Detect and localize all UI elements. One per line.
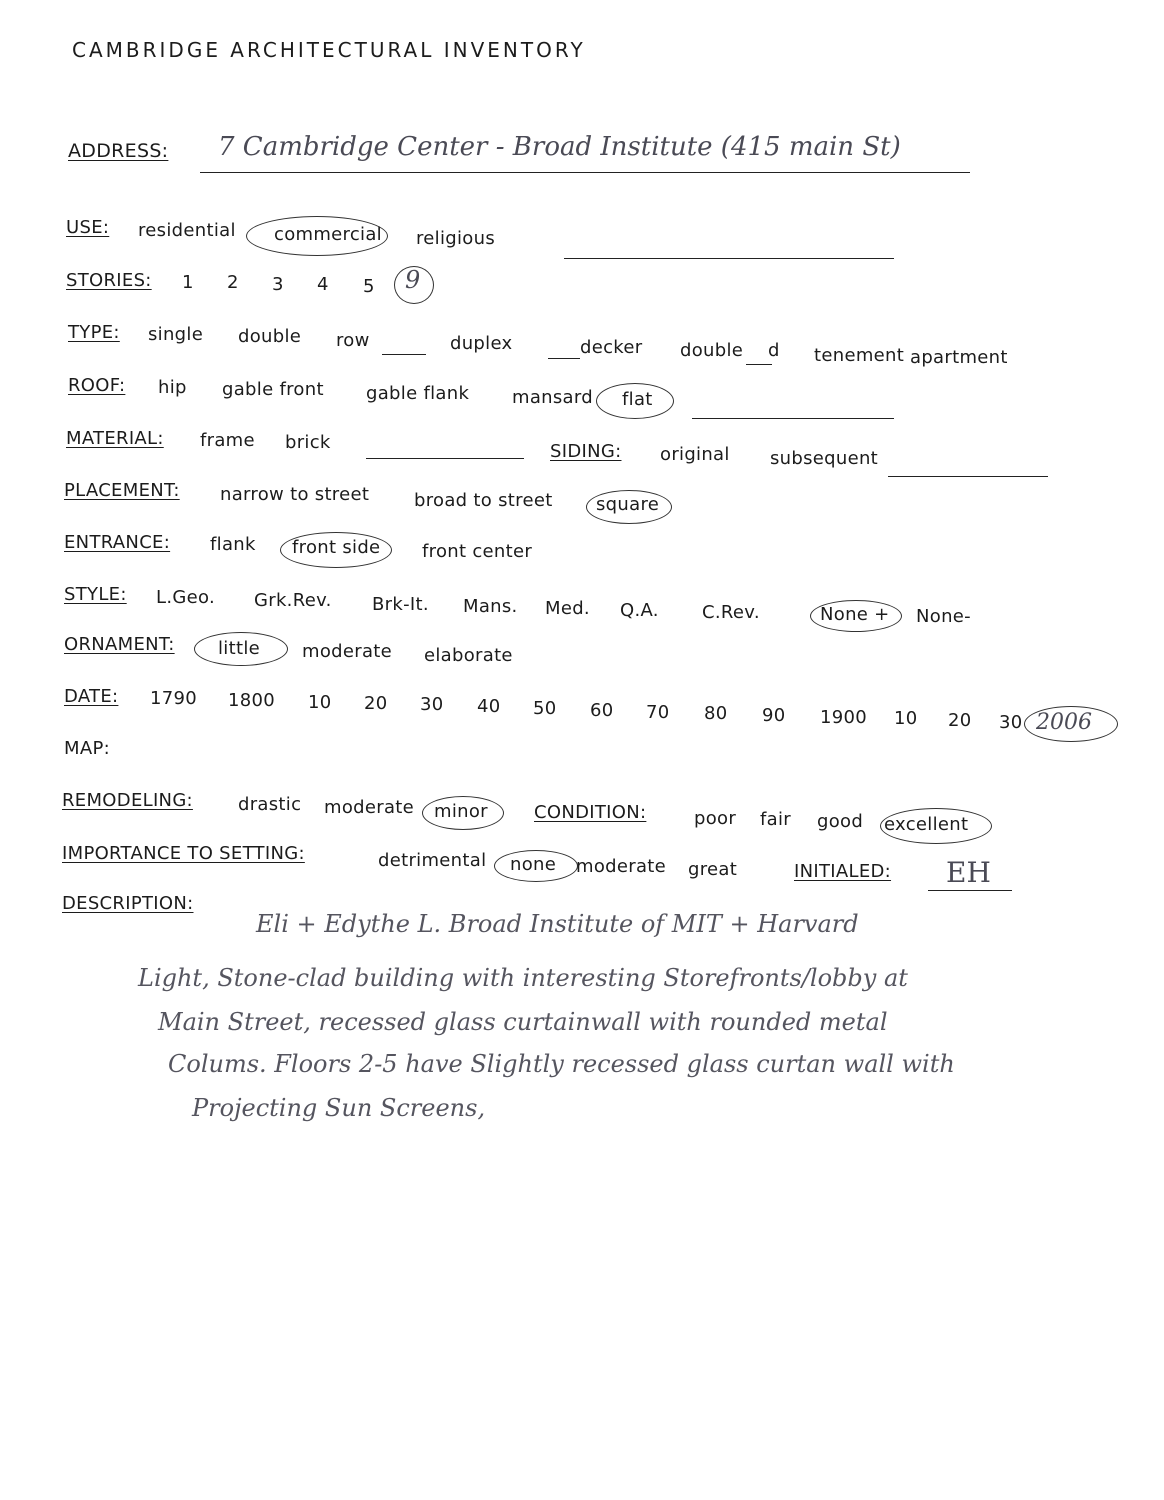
type-decker-line	[548, 358, 580, 359]
date-option: 20	[948, 710, 972, 731]
date-option: 1790	[150, 688, 198, 709]
use-option-residential: residential	[138, 220, 236, 241]
stories-option: 4	[317, 274, 329, 295]
type-option-tenement: tenement	[814, 345, 905, 366]
type-label: TYPE:	[68, 322, 120, 343]
date-option: 20	[364, 693, 388, 714]
material-option-brick: brick	[285, 432, 331, 453]
ornament-label: ORNAMENT:	[64, 634, 175, 655]
style-option: Mans.	[463, 596, 518, 617]
stories-label: STORIES:	[66, 270, 152, 291]
type-option-double-d: double	[680, 340, 744, 361]
placement-option-broad: broad to street	[414, 490, 553, 511]
date-option: 40	[477, 696, 501, 717]
siding-other-line	[888, 476, 1048, 477]
roof-label: ROOF:	[68, 375, 126, 396]
type-option-double: double	[238, 326, 302, 347]
address-value: 7 Cambridge Center - Broad Institute (415 main St)	[218, 132, 901, 162]
siding-label: SIDING:	[550, 441, 622, 462]
importance-label: IMPORTANCE TO SETTING:	[62, 843, 305, 864]
style-option: Med.	[545, 598, 590, 619]
entrance-label: ENTRANCE:	[64, 532, 171, 553]
type-option-row: row	[336, 330, 370, 351]
ornament-option-elaborate: elaborate	[424, 645, 513, 666]
stories-option: 1	[182, 272, 194, 293]
material-label: MATERIAL:	[66, 428, 164, 449]
placement-option-narrow: narrow to street	[220, 484, 370, 505]
style-label: STYLE:	[64, 584, 127, 605]
date-option: 30	[999, 712, 1023, 733]
description-line: Projecting Sun Screens,	[192, 1094, 486, 1122]
entrance-option-flank: flank	[210, 534, 256, 555]
date-option: 1900	[820, 707, 868, 728]
importance-option-great: great	[688, 859, 738, 880]
importance-option-detrimental: detrimental	[378, 850, 487, 871]
use-other-line	[564, 258, 894, 259]
stories-option: 5	[363, 276, 375, 297]
address-label: ADDRESS:	[68, 140, 169, 162]
entrance-option-front-side: front side	[292, 537, 381, 558]
remodeling-option-minor: minor	[434, 801, 488, 822]
style-option-none-plus: None +	[820, 604, 890, 625]
date-option: 60	[590, 700, 614, 721]
remodeling-option-drastic: drastic	[238, 794, 302, 815]
description-label: DESCRIPTION:	[62, 893, 194, 914]
condition-label: CONDITION:	[534, 802, 647, 823]
date-selected-value: 2006	[1036, 710, 1092, 735]
placement-option-square: square	[596, 494, 660, 515]
type-option-duplex: duplex	[450, 333, 513, 354]
roof-option-flat: flat	[622, 389, 653, 410]
style-option: Grk.Rev.	[254, 590, 332, 611]
placement-label: PLACEMENT:	[64, 480, 180, 501]
importance-option-moderate: moderate	[576, 856, 667, 877]
description-line: Colums. Floors 2-5 have Slightly recessed glass curtan wall with	[168, 1050, 955, 1078]
address-line	[200, 172, 970, 173]
initialed-label: INITIALED:	[794, 861, 892, 882]
date-option: 30	[420, 694, 444, 715]
type-option-apartment: apartment	[910, 347, 1008, 368]
roof-option-gable-flank: gable flank	[366, 383, 470, 404]
siding-option-subsequent: subsequent	[770, 448, 879, 469]
description-line: Eli + Edythe L. Broad Institute of MIT + Harvard	[256, 910, 859, 938]
stories-option: 2	[227, 272, 239, 293]
stories-option: 3	[272, 274, 284, 295]
roof-option-gable-front: gable front	[222, 379, 324, 400]
material-option-frame: frame	[200, 430, 255, 451]
roof-option-mansard: mansard	[512, 387, 593, 408]
map-label: MAP:	[64, 738, 110, 759]
date-option: 50	[533, 698, 557, 719]
form-title: CAMBRIDGE ARCHITECTURAL INVENTORY	[72, 38, 586, 62]
siding-option-original: original	[660, 444, 730, 465]
condition-option-poor: poor	[694, 808, 737, 829]
roof-option-hip: hip	[158, 377, 187, 398]
ornament-option-moderate: moderate	[302, 641, 393, 662]
use-label: USE:	[66, 217, 110, 238]
date-label: DATE:	[64, 686, 119, 707]
type-option-decker: decker	[580, 337, 643, 358]
type-row-line	[382, 354, 426, 355]
type-double-line	[746, 364, 772, 365]
date-option: 80	[704, 703, 728, 724]
remodeling-label: REMODELING:	[62, 790, 193, 811]
entrance-option-front-center: front center	[422, 541, 533, 562]
style-option: L.Geo.	[156, 587, 215, 608]
description-line: Light, Stone-clad building with interesting Storefronts/lobby at	[138, 964, 908, 992]
use-option-commercial: commercial	[274, 224, 382, 245]
roof-other-line	[692, 418, 894, 419]
type-option-d: d	[768, 340, 780, 361]
condition-option-fair: fair	[760, 809, 791, 830]
material-other-line	[366, 458, 524, 459]
description-line: Main Street, recessed glass curtainwall with rounded metal	[158, 1008, 888, 1036]
date-option: 1800	[228, 690, 276, 711]
initialed-value: EH	[946, 856, 991, 889]
date-option: 70	[646, 702, 670, 723]
condition-option-excellent: excellent	[884, 814, 969, 835]
use-option-religious: religious	[416, 228, 496, 249]
type-option-single: single	[148, 324, 204, 345]
condition-option-good: good	[817, 811, 864, 832]
style-option-none-minus: None-	[916, 606, 971, 627]
date-option: 90	[762, 705, 786, 726]
ornament-option-little: little	[218, 638, 260, 659]
initialed-line	[928, 890, 1012, 891]
style-option: Brk-It.	[372, 594, 429, 615]
date-option: 10	[894, 708, 918, 729]
stories-selected-value: 9	[405, 266, 421, 294]
date-option: 10	[308, 692, 332, 713]
style-option: Q.A.	[620, 600, 659, 621]
importance-option-none: none	[510, 854, 557, 875]
style-option: C.Rev.	[702, 602, 760, 623]
remodeling-option-moderate: moderate	[324, 797, 415, 818]
